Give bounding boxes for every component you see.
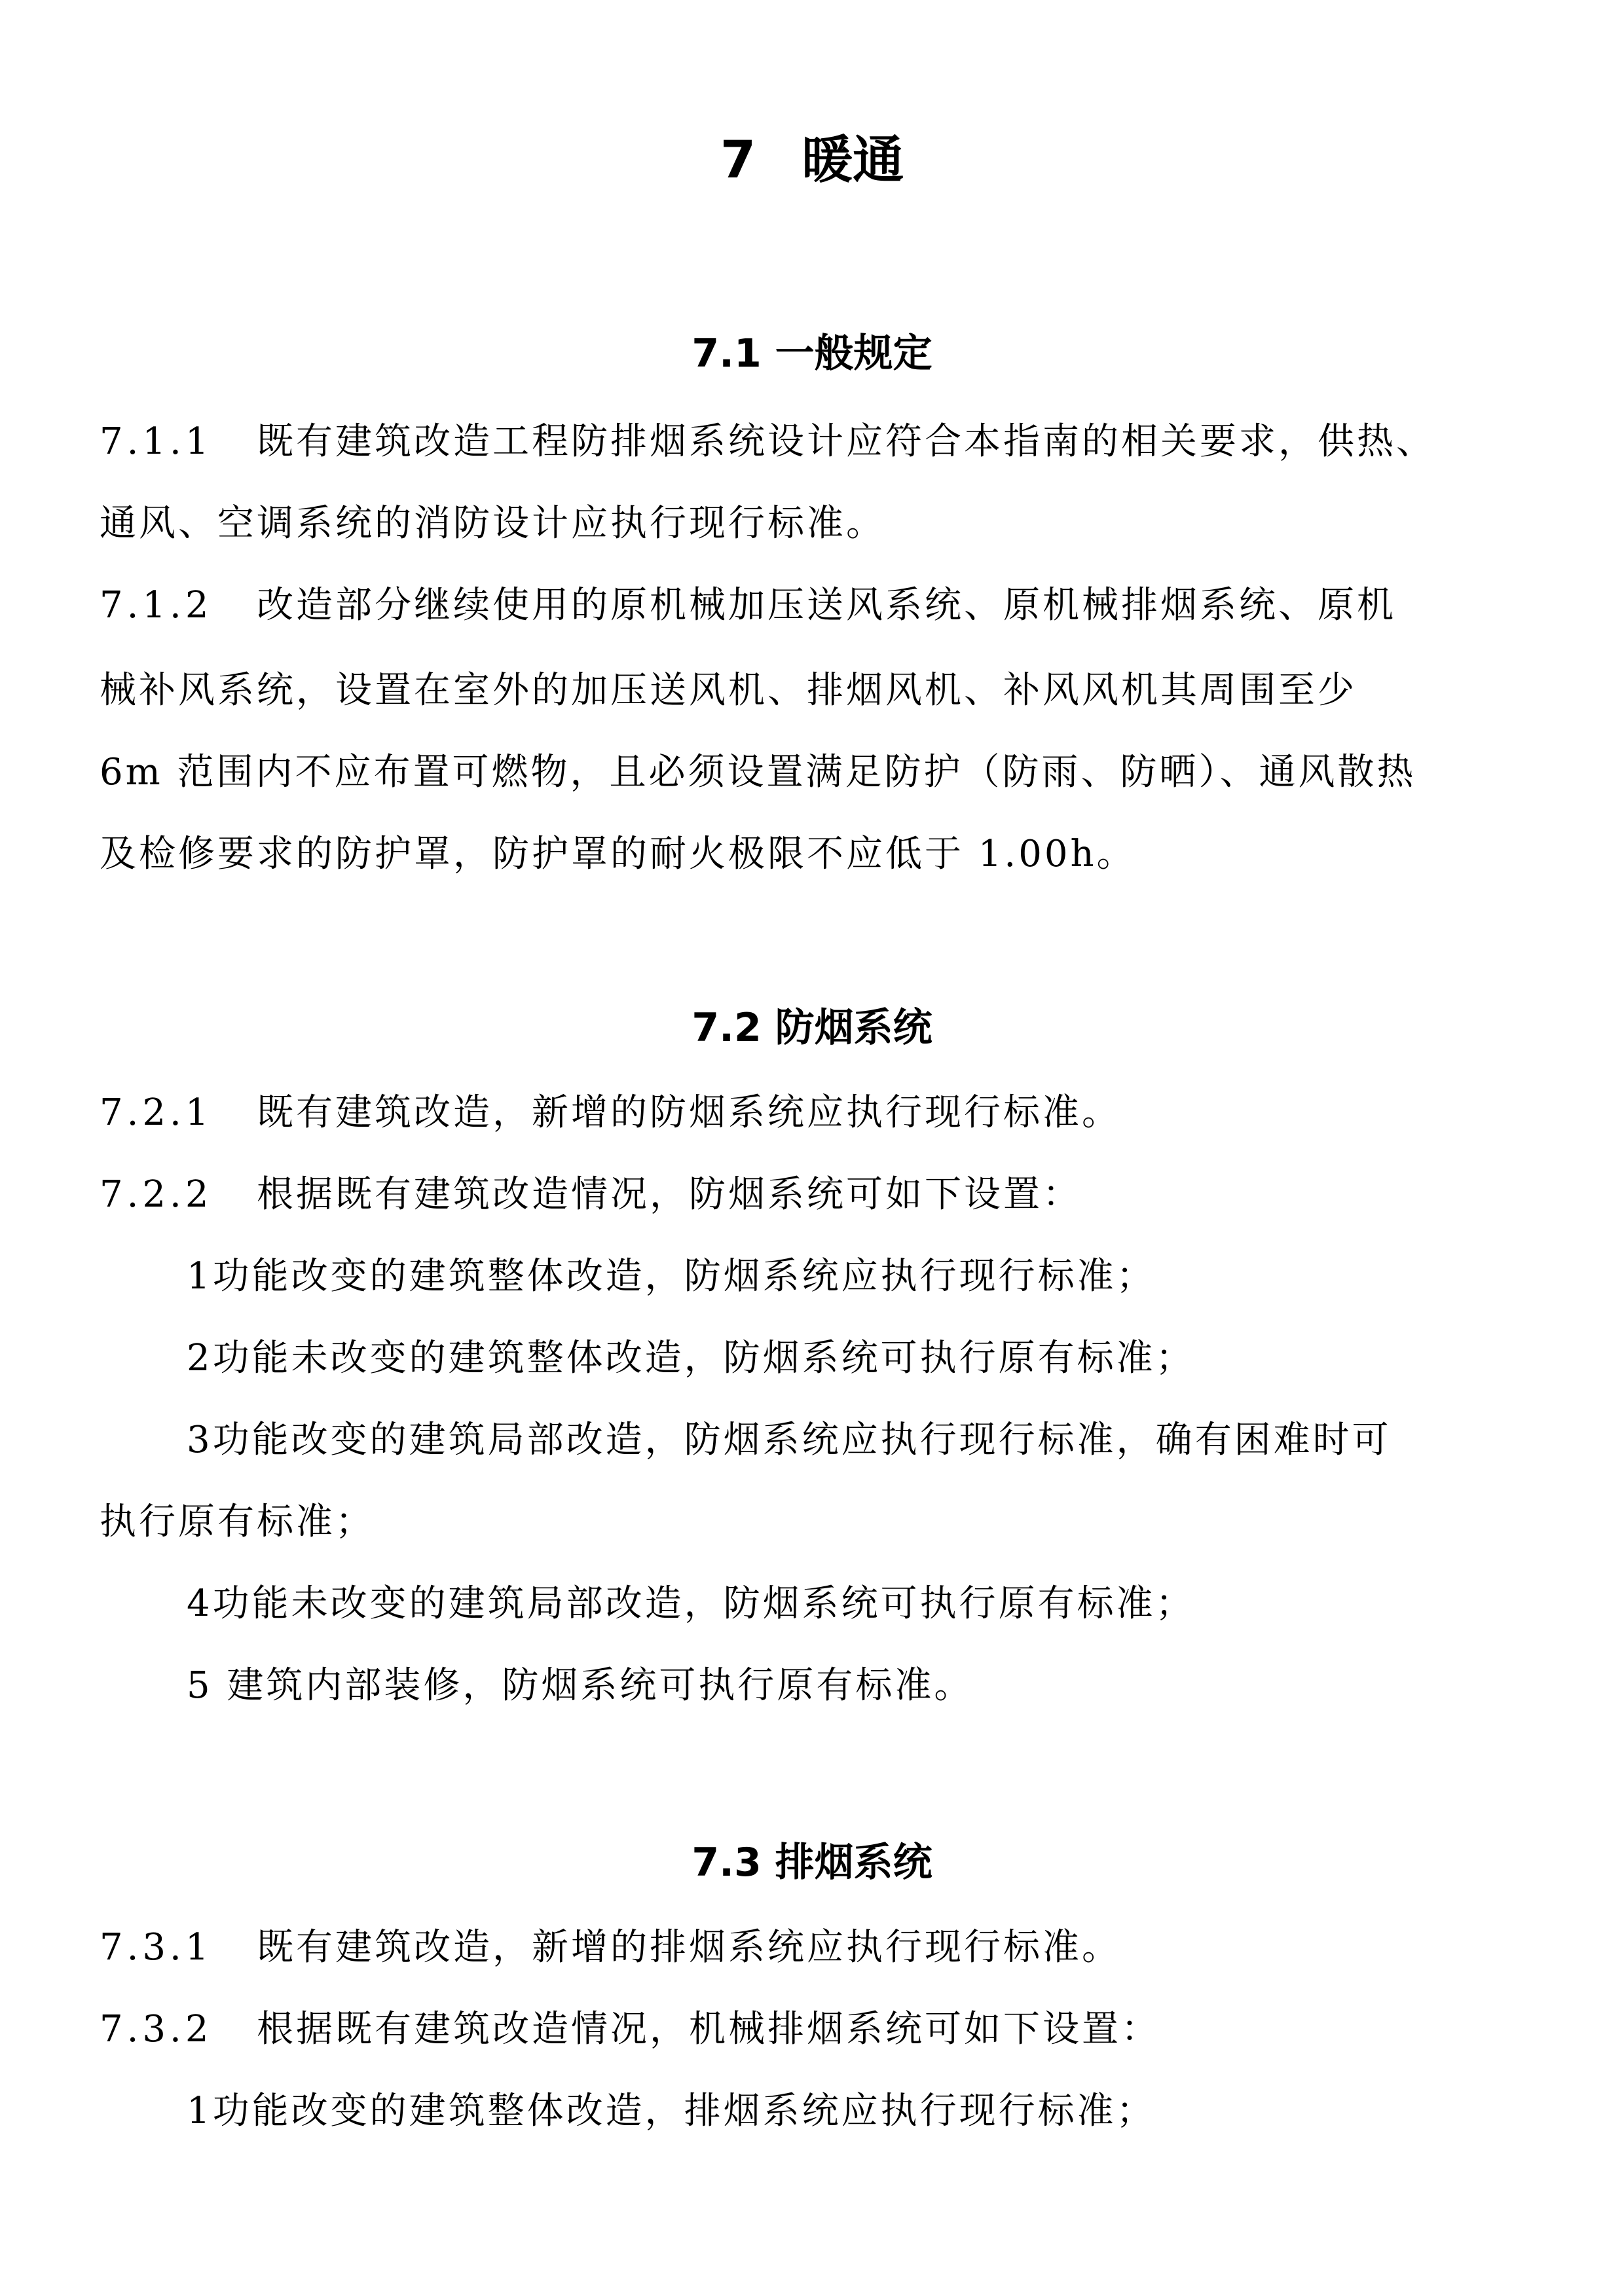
clause-7-1-1-line-2: 通风、空调系统的消防设计应执行现行标准。 — [100, 502, 885, 545]
clause-7-1-2-line-4: 及检修要求的防护罩，防护罩的耐火极限不应低于 1.00h。 — [100, 833, 1136, 875]
list-item-7-2-2-2: 2功能未改变的建筑整体改造，防烟系统可执行原有标准； — [187, 1337, 1195, 1379]
clause-7-3-1 — [100, 1918, 1534, 1977]
clause-number: 7.2.1 — [100, 1091, 213, 1134]
clause-text: 改造部分继续使用的原机械加压送风系统、原机械排烟系统、原机 — [257, 584, 1396, 627]
list-item-7-2-2-5: 5 建筑内部装修，防烟系统可执行原有标准。 — [187, 1664, 974, 1707]
clause-7-2-1 — [100, 1084, 1534, 1142]
clause-7-1-2-line-2: 械补风系统，设置在室外的加压送风机、排烟风机、补风风机其周围至少 — [100, 669, 1357, 712]
clause-number: 7.2.2 — [100, 1173, 213, 1216]
clause-number: 7.1.1 — [100, 420, 213, 463]
list-item-7-2-2-4: 4功能未改变的建筑局部改造，防烟系统可执行原有标准； — [187, 1582, 1195, 1625]
list-item-7-3-2-1: 1功能改变的建筑整体改造，排烟系统应执行现行标准； — [187, 2090, 1156, 2132]
section-title-7-1: 7.1 一般规定 — [692, 331, 932, 376]
clause-number: 7.3.2 — [100, 2008, 213, 2050]
clause-text: 根据既有建筑改造情况，机械排烟系统可如下设置： — [257, 2008, 1160, 2050]
clause-number: 7.3.1 — [100, 1926, 213, 1969]
chapter-number: 7 — [720, 131, 756, 190]
clause-7-1-2-line-3: 6m 范围内不应布置可燃物，且必须设置满足防护（防雨、防晒）、通风散热 — [100, 751, 1416, 793]
chapter-name: 暖通 — [802, 131, 904, 190]
list-item-7-2-2-1: 1功能改变的建筑整体改造，防烟系统应执行现行标准； — [187, 1255, 1156, 1298]
clause-7-1-2-line-1 — [100, 576, 1534, 635]
clause-text: 既有建筑改造工程防排烟系统设计应符合本指南的相关要求，供热、 — [257, 420, 1435, 463]
section-title-7-2: 7.2 防烟系统 — [692, 1005, 932, 1051]
clause-7-1-1-line-1 — [100, 412, 1534, 471]
clause-7-2-2 — [100, 1165, 1534, 1224]
clause-text: 根据既有建筑改造情况，防烟系统可如下设置： — [257, 1173, 1082, 1216]
list-item-7-2-2-3: 3功能改变的建筑局部改造，防烟系统应执行现行标准，确有困难时可 — [187, 1419, 1392, 1461]
section-title-7-3: 7.3 排烟系统 — [692, 1840, 932, 1886]
clause-number: 7.1.2 — [100, 584, 213, 627]
clause-7-3-2 — [100, 2000, 1534, 2059]
chapter-title — [0, 124, 1624, 196]
list-item-7-2-2-3-cont: 执行原有标准； — [100, 1501, 375, 1543]
clause-text: 既有建筑改造，新增的排烟系统应执行现行标准。 — [257, 1926, 1121, 1969]
clause-text: 既有建筑改造，新增的防烟系统应执行现行标准。 — [257, 1091, 1121, 1134]
